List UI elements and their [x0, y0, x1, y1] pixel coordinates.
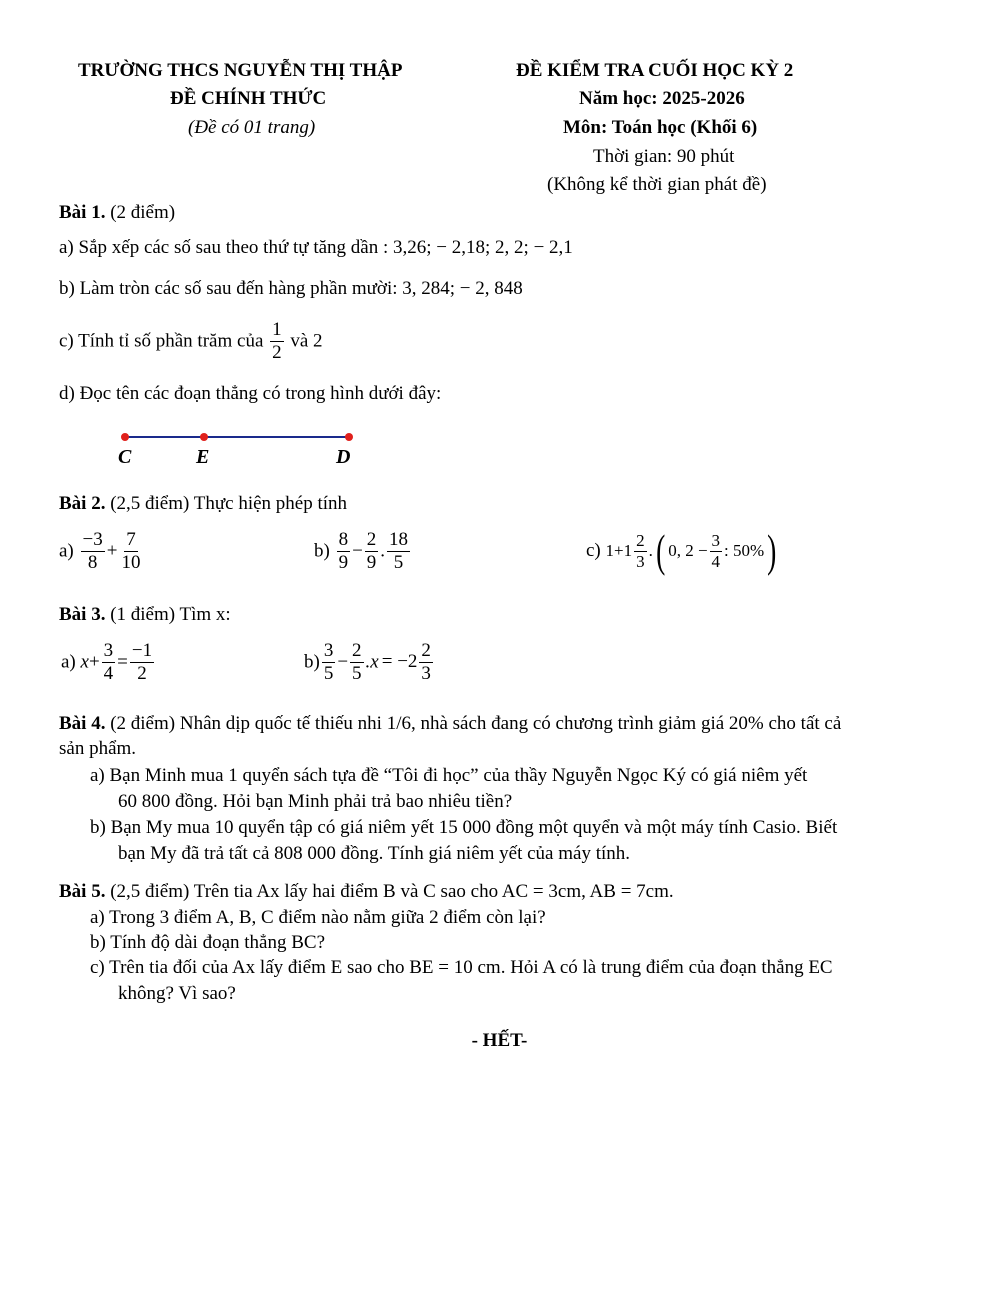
bai3-b [304, 641, 435, 684]
numerator: 2 [352, 640, 362, 661]
denominator: 10 [121, 551, 141, 573]
expression-part: 1+1 [605, 541, 633, 560]
point-d [345, 433, 353, 441]
official-label: ĐỀ CHÍNH THỨC [170, 88, 327, 109]
bai4-title: Bài 4. [59, 713, 106, 734]
point-e [200, 433, 208, 441]
operator: . [380, 540, 386, 562]
bai2-a [59, 530, 144, 573]
denominator: 9 [366, 551, 377, 573]
bai5-intro: (2,5 điểm) Trên tia Ax lấy hai điểm B và C sao cho AC = 3cm, AB = 7cm. [105, 881, 674, 902]
fraction [130, 641, 154, 684]
numerator: 2 [421, 640, 431, 661]
denominator: 3 [636, 551, 645, 571]
point-c [121, 433, 129, 441]
fraction [387, 530, 410, 573]
bai1-b-numbers: 3, 284; − 2, 848 [402, 278, 523, 299]
operator: − [337, 651, 349, 673]
bai4-intro: (2 điểm) Nhân dịp quốc tế thiếu nhi 1/6, nhà sách đang có chương trình giảm giá 20% cho tất cả [105, 713, 842, 734]
bai2-title: Bài 2. [59, 493, 106, 514]
bai4-line2: sản phẩm. [59, 738, 137, 759]
bai5-c-line1: c) Trên tia đối của Ax lấy điểm E sao cho BE = 10 cm. Hỏi A có là trung điểm của đoạn thẳng EC [90, 957, 833, 978]
exam-title: ĐỀ KIỂM TRA CUỐI HỌC KỲ 2 [516, 60, 794, 81]
bai1-b [59, 278, 523, 300]
segment-figure [110, 425, 370, 470]
item-label: b) [304, 651, 320, 673]
numerator: 3 [103, 640, 114, 661]
item-label: b) [314, 540, 335, 562]
bai4-b-line2: bạn My đã trả tất cả 808 000 đồng. Tính giá niêm yết của máy tính. [118, 843, 630, 864]
fraction [322, 641, 336, 684]
numerator: 1 [272, 319, 282, 340]
equals: = [117, 651, 128, 673]
numerator: −3 [82, 529, 103, 550]
denominator: 9 [338, 551, 349, 573]
denominator: 5 [393, 551, 404, 573]
open-paren: ( [655, 525, 666, 576]
item-label: c) [586, 540, 606, 561]
item-label: a) [61, 651, 81, 673]
fraction [419, 641, 433, 684]
fraction [634, 532, 647, 571]
bai3-a [61, 641, 156, 684]
item-label: a) [59, 540, 79, 562]
denominator: 2 [272, 341, 282, 363]
duration-note: (Không kể thời gian phát đề) [547, 174, 767, 195]
operator: + [88, 651, 100, 673]
bai2-c [586, 525, 780, 576]
numerator: 18 [389, 529, 409, 550]
bai5-a: a) Trong 3 điểm A, B, C điểm nào nằm giữa 2 điểm còn lại? [90, 907, 546, 928]
bai1-a-text: a) Sắp xếp các số sau theo thứ tự tăng dần : [59, 237, 394, 258]
bai4-a-line1: a) Bạn Minh mua 1 quyển sách tựa đề “Tôi đi học” của thầy Nguyễn Ngọc Ký có giá niêm yết [90, 765, 808, 786]
expression-part: 0, 2 − [668, 541, 708, 560]
bai1-b-text: b) Làm tròn các số sau đến hàng phần mười: [59, 278, 403, 299]
bai1-d: d) Đọc tên các đoạn thẳng có trong hình dưới đây: [59, 383, 442, 404]
denominator: 3 [421, 662, 431, 684]
bai1-c [59, 320, 323, 363]
numerator: 2 [636, 530, 645, 550]
numerator: 3 [323, 640, 334, 661]
numerator: −1 [131, 640, 153, 661]
denominator: 5 [352, 662, 362, 684]
close-paren: ) [767, 525, 777, 576]
duration: Thời gian: 90 phút [593, 146, 735, 167]
subject: Môn: Toán học (Khối 6) [563, 117, 758, 138]
end-marker: - HẾT- [471, 1030, 528, 1051]
school-name: TRƯỜNG THCS NGUYỄN THỊ THẬP [78, 60, 403, 81]
bai3-title: Bài 3. [59, 604, 106, 625]
page-count-note: (Đề có 01 trang) [188, 117, 316, 138]
denominator: 4 [711, 551, 721, 571]
expression-part: : 50% [724, 541, 765, 560]
operator: + [106, 540, 118, 562]
operator: − [352, 540, 363, 562]
bai1-a [59, 237, 573, 259]
bai1-heading [59, 202, 175, 224]
operator: . [648, 541, 653, 560]
fraction [337, 530, 351, 573]
bai1-c-text: c) Tính tỉ số phần trăm của [59, 330, 269, 352]
bai4-b-line1: b) Bạn My mua 10 quyển tập có giá niêm yết 15 000 đồng một quyển và một máy tính Casio. Biết [90, 817, 838, 838]
equals: = −2 [381, 651, 418, 673]
denominator: 5 [323, 662, 334, 684]
bai4-a-line2: 60 800 đồng. Hỏi bạn Minh phải trả bao nhiêu tiền? [118, 791, 513, 812]
bai4-line1 [59, 713, 841, 735]
numerator: 8 [338, 529, 349, 550]
fraction [81, 530, 105, 573]
denominator: 8 [87, 551, 98, 573]
label-c: C [118, 446, 132, 468]
fraction [365, 530, 379, 573]
bai5-b: b) Tính độ dài đoạn thẳng BC? [90, 932, 326, 953]
bai2-points: (2,5 điểm) Thực hiện phép tính [105, 493, 348, 514]
variable-x: .x [365, 651, 379, 673]
bai1-title: Bài 1. [59, 202, 106, 223]
bai1-a-numbers: 3,26; − 2,18; 2, 2; − 2,1 [393, 237, 573, 258]
denominator: 2 [137, 662, 147, 684]
numerator: 7 [126, 529, 136, 550]
fraction [270, 320, 284, 363]
fraction [102, 641, 116, 684]
bai3-heading [59, 604, 231, 626]
fraction [350, 641, 364, 684]
bai1-points: (2 điểm) [105, 202, 176, 223]
bai2-heading [59, 493, 347, 515]
bai5-title: Bài 5. [59, 881, 106, 902]
variable-x: x [80, 651, 89, 673]
numerator: 3 [711, 530, 721, 550]
label-d: D [336, 446, 351, 468]
bai5-line1 [59, 881, 674, 903]
label-e: E [196, 446, 210, 468]
school-year: Năm học: 2025-2026 [579, 88, 745, 109]
denominator: 4 [103, 662, 114, 684]
bai5-c-line2: không? Vì sao? [118, 983, 236, 1004]
bai2-b [314, 530, 412, 573]
bai1-c-tail: và 2 [285, 330, 323, 352]
fraction [710, 532, 723, 571]
numerator: 2 [366, 529, 377, 550]
fraction [119, 530, 142, 573]
bai3-points: (1 điểm) Tìm x: [105, 604, 231, 625]
